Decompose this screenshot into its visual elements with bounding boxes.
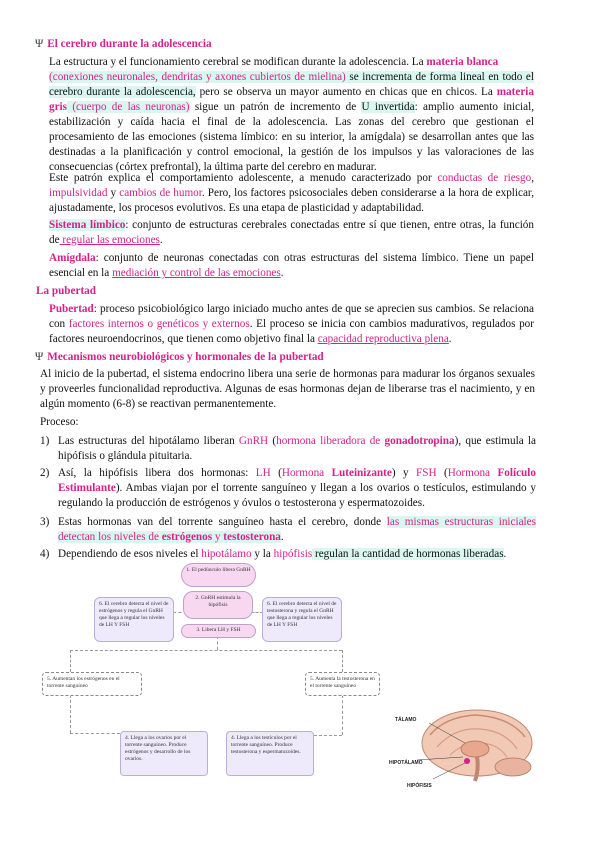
label-hipotalamo: HIPOTÁLAMO — [389, 760, 423, 766]
step-box-4-male: 4. Llega a los testículos por el torrente sanguíneo. Produce testosterona y espermatozoides. — [226, 731, 314, 776]
label-hipofisis: HIPÓFISIS — [407, 783, 432, 789]
psi-icon: Ψ — [35, 38, 44, 50]
paragraph-sistema-limbico: Sistema límbico: conjunto de estructuras cerebrales conectadas entre sí que tienen, entre otras, la función de regular las emociones. — [49, 219, 534, 246]
step-box-5-female: 5. Aumentan los estrógenos en el torrente sanguíneo — [42, 672, 142, 696]
brain-illustration — [389, 705, 545, 789]
step-box-4-female: 4. Llega a los ovarios por el torrente sanguíneo. Produce estrógenos y desarrollo de los ovarios. — [120, 731, 208, 776]
step-box-1: 1. El pedúnculo libera GnRH — [181, 563, 256, 587]
paragraph-amigdala: Amígdala: conjunto de neuronas conectadas con otras estructuras del sistema límbico. Tiene un papel esencial en la mediación y control de las emociones. — [49, 252, 534, 279]
step-box-3: 3. Libera LH y FSH — [181, 624, 256, 638]
step-box-6-male: 6. El cerebro detecta el nivel de testosterona y regula el GnRH que llega a regular los niveles de LH Y FSH — [262, 597, 342, 642]
paragraph-materia: La estructura y el funcionamiento cerebral se modifican durante la adolescencia. La materia blanca (conexiones neuronales, dendritas y axones cubiertos de mielina) se incrementa de forma lineal en todo el cerebro durante la adolescencia, pero se observa un mayor aumento en chicas que en chicos. La materia gris (cuerpo de las neuronas) sigue un patrón de incremento de U invertida: amplio aumento inicial, estabilización y caída hacia el final de la adolescencia. Las zonas del cerebro que gestionan el procesamiento de las emociones (sistema límbico: en su interior, la amígdala) se desarrollan antes que las destinadas a la planificación y control emocional, la gestión de los impulsos y las valoraciones de las consecuencias (córtex prefrontal), la última parte del cerebro en madurar. — [49, 56, 534, 173]
section-title-pubertad: La pubertad — [36, 285, 96, 297]
section-title-mecanismos: Ψ Mecanismos neurobiológicos y hormonales de la pubertad — [35, 351, 324, 363]
section-title-cerebro: Ψ El cerebro durante la adolescencia — [35, 38, 212, 50]
proceso-label: Proceso: — [40, 416, 79, 428]
step-box-6-female: 6. El cerebro detecta el nivel de estrógenos y regula el GnRH que llega a regular los niveles de LH Y FSH — [94, 597, 174, 642]
paragraph-patron: Este patrón explica el comportamiento adolescente, a menudo caracterizado por conductas de riesgo, impulsividad y cambios de humor. Pero, los factores psicosociales deben considerarse a la hora de explicar, ajustadamente, los procesos evolutivos. Es una etapa de plasticidad y adaptabilidad. — [49, 172, 535, 214]
psi-icon: Ψ — [35, 351, 44, 363]
step-box-5-male: 5. Aumenta la testosterona en el torrente sanguíneo — [305, 672, 380, 696]
paragraph-intro-pubertad: Al inicio de la pubertad, el sistema endocrino libera una serie de hormonas para madurar los órganos sexuales y proveerles funcionalidad reproductiva. Algunas de esas hormonas dejan de liberarse tras el nacimiento, y en algún momento (6-8) se reactivan permanentemente. — [40, 368, 535, 410]
brain-icon — [395, 705, 545, 785]
step-box-2: 2. GnRH estimula la hipófisis — [183, 591, 253, 619]
paragraph-pubertad: Pubertad: proceso psicobiológico largo iniciado mucho antes de que se aprecien sus cambios. Se relaciona con factores internos o genéticos y externos. El proceso se inicia con cambios madurativos, regulados por factores neuroendocrinos, que tienen como objetivo final la capacidad reproductiva plena. — [49, 303, 534, 345]
label-talamo: TÁLAMO — [395, 717, 417, 723]
